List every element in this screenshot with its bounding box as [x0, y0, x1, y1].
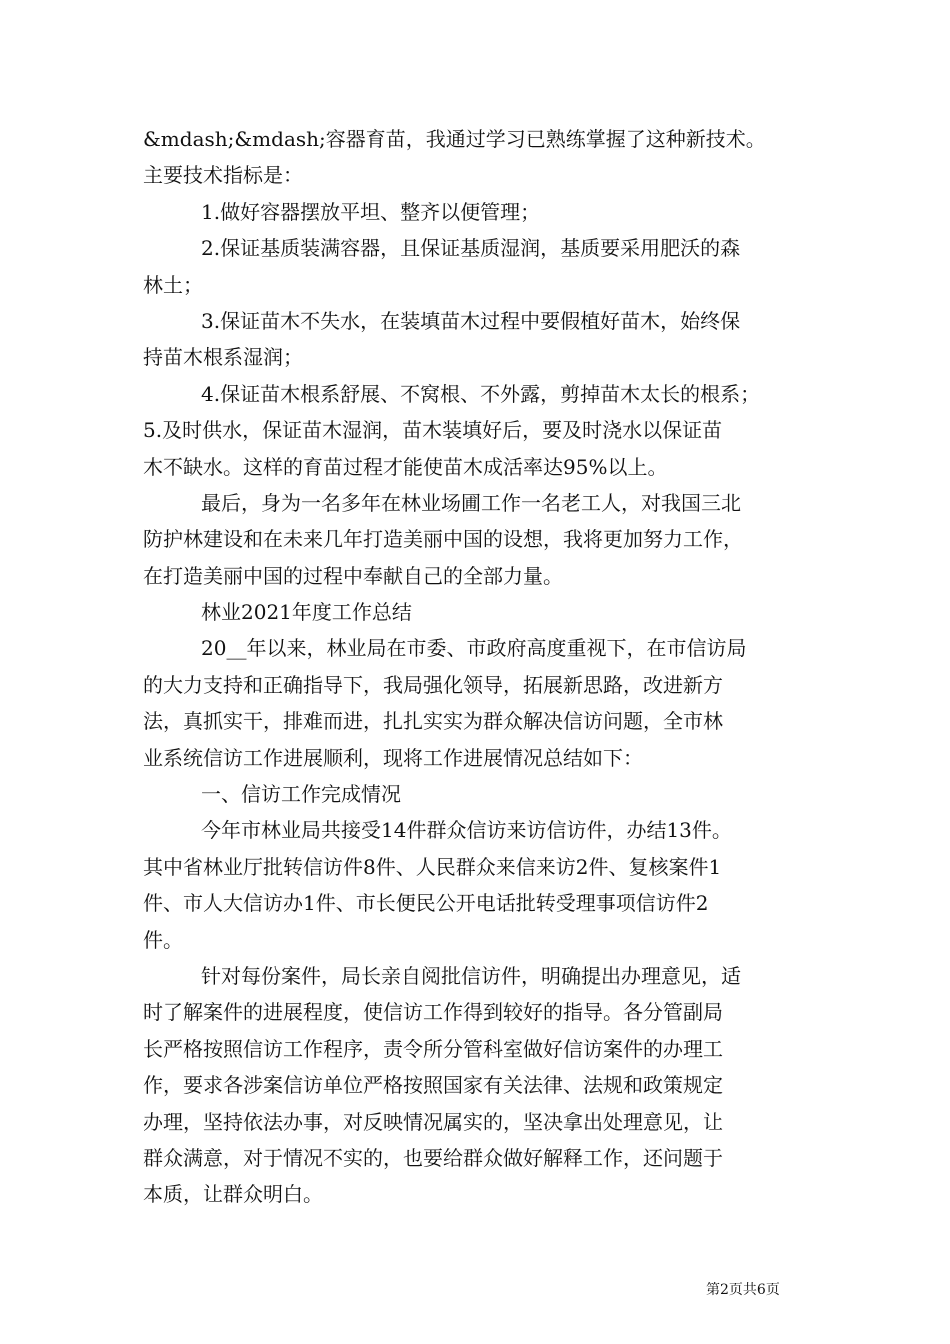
text-line: 最后，身为一名多年在林业场圃工作一名老工人，对我国三北: [201, 490, 741, 515]
text-line: 一、信访工作完成情况: [201, 782, 401, 807]
text-line: 作，要求各涉案信访单位严格按照国家有关法律、法规和政策规定: [143, 1073, 723, 1098]
text-line: 木不缺水。这样的育苗过程才能使苗木成活率达95%以上。: [143, 454, 668, 479]
text-line: 业系统信访工作进展顺利，现将工作进展情况总结如下：: [143, 745, 643, 770]
text-line: 20__年以来，林业局在市委、市政府高度重视下，在市信访局: [201, 636, 747, 661]
text-line: 其中省林业厅批转信访件8件、人民群众来信来访2件、复核案件1: [143, 854, 722, 879]
text-line: 办理，坚持依法办事，对反映情况属实的，坚决拿出处理意见，让: [143, 1109, 723, 1134]
text-line: 法，真抓实干，排难而进，扎扎实实为群众解决信访问题，全市林: [143, 709, 723, 734]
text-line: 4.保证苗木根系舒展、不窝根、不外露，剪掉苗木太长的根系；: [201, 381, 761, 406]
text-line: 3.保证苗木不失水，在装填苗木过程中要假植好苗木，始终保: [201, 308, 741, 333]
text-line: 针对每份案件，局长亲自阅批信访件，明确提出办理意见，适: [201, 963, 741, 988]
text-line: 主要技术指标是：: [143, 163, 303, 188]
document-body: [143, 121, 815, 1213]
text-line: 1.做好容器摆放平坦、整齐以便管理；: [201, 199, 541, 224]
text-line: 在打造美丽中国的过程中奉献自己的全部力量。: [143, 563, 563, 588]
text-line: 防护林建设和在未来几年打造美丽中国的设想，我将更加努力工作，: [143, 527, 743, 552]
text-line: 林土；: [143, 272, 203, 297]
text-line: 今年市林业局共接受14件群众信访来访信访件，办结13件。: [201, 818, 732, 843]
page-number: 第2页共6页: [706, 1282, 780, 1298]
text-line: 的大力支持和正确指导下，我局强化领导，拓展新思路，改进新方: [143, 672, 723, 697]
text-line: 群众满意，对于情况不实的，也要给群众做好解释工作，还问题于: [143, 1145, 723, 1170]
text-line: 长严格按照信访工作程序，责令所分管科室做好信访案件的办理工: [143, 1036, 723, 1061]
text-line: 本质，让群众明白。: [143, 1182, 323, 1207]
text-line: 件、市人大信访办1件、市长便民公开电话批转受理事项信访件2: [143, 891, 709, 916]
text-line: 林业2021年度工作总结: [201, 600, 412, 625]
text-line: 件。: [143, 927, 183, 952]
text-line: 时了解案件的进展程度，使信访工作得到较好的指导。各分管副局: [143, 1000, 723, 1025]
text-line: 持苗木根系湿润；: [143, 345, 303, 370]
text-line: &mdash;&mdash;容器育苗，我通过学习已熟练掌握了这种新技术。: [143, 127, 766, 151]
text-line: 5.及时供水，保证苗木湿润，苗木装填好后，要及时浇水以保证苗: [143, 418, 723, 443]
text-line: 2.保证基质装满容器，且保证基质湿润，基质要采用肥沃的森: [201, 236, 741, 261]
